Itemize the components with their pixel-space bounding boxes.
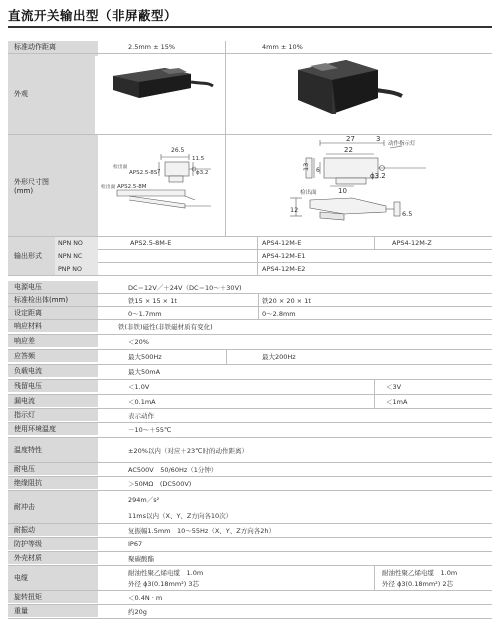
npn-nc-model-b: APS4-12M-E1 [262, 252, 306, 260]
output-sub-npn-nc: NPN NC [58, 252, 83, 260]
protection-value: IP67 [128, 540, 143, 548]
label-target: 标准检出体(mm) [8, 294, 98, 306]
row-separator [8, 53, 492, 54]
label-withstand: 耐电压 [8, 463, 98, 475]
residual-value-c: ＜3V [386, 382, 402, 391]
label-weight: 重量 [8, 605, 98, 617]
label-load: 负载电流 [8, 365, 98, 377]
label-appearance: 外观 [8, 54, 98, 134]
row-separator [8, 408, 492, 409]
drawing-b-dim-8: 6.5 [402, 210, 413, 218]
drawing-b-dim-3: 22 [344, 146, 353, 154]
row-separator [8, 422, 492, 423]
drawing-a-dim-4: ϕ3.2 [196, 170, 209, 176]
indicator-value: 表示动作 [128, 411, 154, 420]
row-separator [8, 394, 492, 395]
label-protection: 防护等级 [8, 538, 98, 550]
cable-value-a1: 耐油性聚乙烯电缆 1.0m [128, 569, 204, 577]
row-separator [8, 334, 492, 335]
label-insulation: 绝缘阻抗 [8, 477, 98, 489]
label-housing: 外壳材质 [8, 552, 98, 564]
withstand-value: AC500V 50/60Hz（1分钟） [128, 465, 218, 474]
output-sub-npn-no: NPN NO [58, 239, 83, 247]
row-separator [8, 618, 492, 619]
drawing-a-note-1: 检出面 [113, 165, 128, 170]
column-separator [374, 380, 375, 408]
label-dimensions-line1: 外形尺寸图 [14, 177, 49, 186]
setting-value-b: 0～2.8mm [262, 309, 296, 318]
row-separator [8, 537, 492, 538]
drawing-b-dim-7: 12 [290, 206, 299, 214]
product-photo-aps4 [270, 56, 410, 134]
drawing-b-dim-1: 27 [346, 136, 355, 143]
load-value: 最大50mA [128, 367, 161, 376]
label-temp-char: 温度特性 [8, 438, 98, 462]
column-separator [374, 566, 375, 590]
label-shock: 耐冲击 [8, 491, 98, 523]
label-dimensions-line2: (mm) [14, 186, 34, 195]
drawing-b-dim-2: 3 [376, 136, 381, 143]
material-value: 铁(非铁)磁性(非铁磁材质有变化) [118, 322, 213, 331]
column-separator [258, 294, 259, 319]
label-distance: 标准动作距离 [8, 41, 98, 53]
npn-no-model-b: APS4-12M-E [262, 239, 302, 247]
top-rule [8, 26, 492, 28]
distance-value-a: 2.5mm ± 15% [128, 43, 176, 51]
row-separator [8, 490, 492, 491]
output-sub-pnp-no: PNP NO [58, 265, 82, 273]
row-separator [8, 565, 492, 566]
column-separator [226, 350, 227, 364]
row-separator [8, 590, 492, 591]
dimension-drawing-aps25 [99, 136, 225, 236]
row-separator [8, 306, 492, 307]
pnp-no-model-b: APS4-12M-E2 [262, 265, 306, 273]
drawing-a-dim-1: 26.5 [171, 147, 185, 154]
ambient-value: －10～＋55℃ [128, 425, 172, 434]
cable-value-a2: 外径 ϕ3(0.18mm²) 3芯 [128, 580, 200, 588]
row-separator [8, 462, 492, 463]
drawing-b-indicator: 动作指示灯 [388, 141, 416, 147]
torque-value: ＜0.4N · m [128, 593, 163, 602]
distance-value-b: 4mm ± 10% [262, 43, 303, 51]
drawing-a-dim-3: 11.5 [192, 156, 205, 162]
drawing-b-dim-4: 13 [302, 162, 310, 171]
label-freq: 应答频 [8, 350, 98, 362]
residual-value-a: ＜1.0V [128, 382, 150, 391]
drawing-a-model-1: APS2.5-8S [129, 170, 158, 176]
npn-no-model-a: APS2.5-8M-E [130, 239, 172, 247]
label-cable: 电缆 [8, 566, 98, 590]
row-separator [8, 379, 492, 380]
column-separator [257, 237, 258, 275]
drawing-a-note-2: 检出面 [101, 185, 116, 190]
row-separator [8, 349, 492, 350]
drawing-b-dim-9: 6 [316, 167, 320, 174]
label-material: 响应材料 [8, 320, 98, 332]
label-residual: 残留电压 [8, 380, 98, 392]
label-torque: 旋转扭矩 [8, 591, 98, 603]
column-separator [374, 237, 375, 249]
product-photo-aps25 [95, 56, 225, 134]
voltage-value: DC＝12V／＋24V（DC＝10～＋30V) [128, 283, 242, 292]
label-voltage: 电源电压 [8, 281, 98, 293]
drawing-b-dim-6: ϕ3.2 [370, 172, 386, 180]
row-separator [8, 551, 492, 552]
temp-char-value: ±20%以内（对应＋23℃时的动作距离） [128, 446, 248, 455]
shock-value-1: 294m／s² [128, 495, 160, 504]
row-separator [8, 134, 492, 135]
housing-value: 聚碳酸酯 [128, 554, 154, 563]
leak-value-a: ＜0.1mA [128, 397, 156, 406]
freq-value-a: 最大500Hz [128, 352, 162, 361]
target-value-a: 铁15 × 15 × 1t [128, 296, 177, 305]
row-separator [8, 364, 492, 365]
label-leak: 漏电流 [8, 395, 98, 407]
freq-value-b: 最大200Hz [262, 352, 296, 361]
vibration-value: 复振幅1.5mm 10～55Hz（X、Y、Z方向各2h） [128, 526, 275, 535]
label-ambient: 使用环境温度 [8, 423, 98, 435]
label-vibration: 耐振动 [8, 524, 98, 536]
npn-no-model-c: APS4-12M-Z [392, 239, 432, 247]
label-indicator: 指示灯 [8, 409, 98, 421]
row-separator [8, 275, 492, 276]
cable-value-c1: 耐油性聚乙烯电缆 1.0m [382, 569, 458, 577]
drawing-a-model-2: APS2.5-8M [117, 184, 147, 190]
setting-value-a: 0～1.7mm [128, 309, 162, 318]
weight-value: 约20g [128, 607, 147, 616]
label-setting: 设定距离 [8, 307, 98, 319]
cable-value-c2: 外径 ϕ3(0.18mm²) 2芯 [382, 580, 454, 588]
label-hysteresis: 响应差 [8, 335, 98, 347]
label-dimensions [8, 135, 98, 236]
label-output: 输出形式 [8, 237, 55, 275]
row-separator [8, 319, 492, 320]
hysteresis-value: ＜20% [128, 337, 149, 346]
drawing-b-surface: 检出面 [300, 190, 317, 196]
dimension-drawing-aps4 [226, 136, 492, 236]
shock-value-2: 11ms以内（X、Y、Z方向各10次） [128, 511, 233, 520]
row-separator [8, 604, 492, 605]
leak-value-c: ＜1mA [386, 397, 408, 406]
drawing-a-dim-2: 7 [157, 169, 161, 175]
target-value-b: 铁20 × 20 × 1t [262, 296, 311, 305]
row-separator [8, 437, 492, 438]
insulation-value: ＞50MΩ (DC500V) [128, 479, 192, 488]
row-separator [8, 293, 492, 294]
row-separator [8, 476, 492, 477]
drawing-b-dim-5: 10 [338, 187, 347, 195]
page-title: 直流开关输出型（非屏蔽型） [8, 8, 178, 23]
